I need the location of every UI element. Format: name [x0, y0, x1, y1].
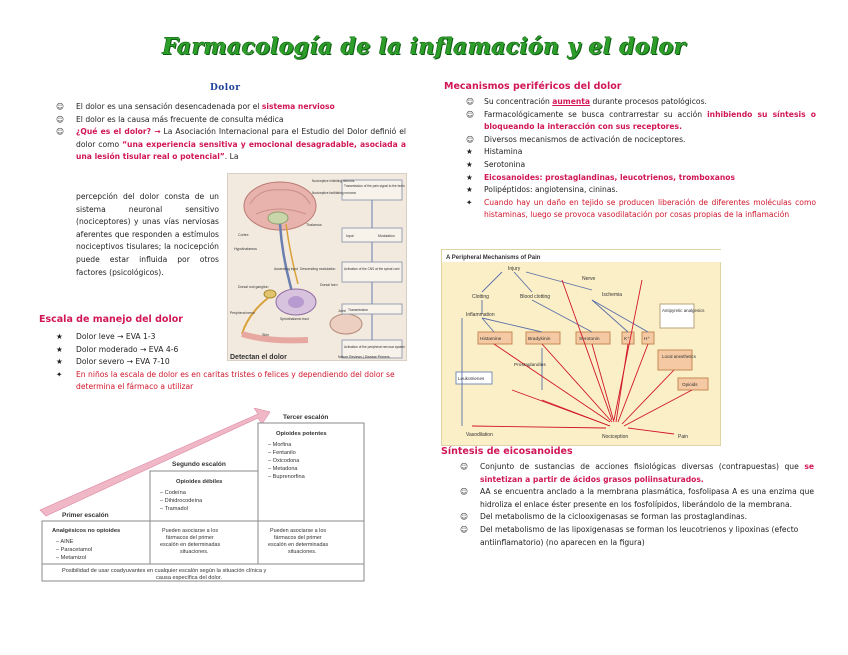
list-item	[56, 344, 406, 357]
ladder-step3-note: situaciones.	[288, 549, 317, 555]
brain-label: Nociceptive inhibiting neurons	[312, 179, 355, 183]
meca-item-6-text: Eicosanoides: prostaglandinas, leucotrienos, tromboxanos	[484, 172, 736, 182]
periph-label: Antipyretic analgesics	[662, 308, 705, 313]
periph-label: H⁺	[644, 337, 650, 342]
dolor-item-3-text: La Asociación Internacional para el Estudio del Dolor definió el dolor como	[76, 127, 406, 149]
list-item	[466, 146, 816, 159]
ladder-footer: causa específica del dolor.	[156, 575, 222, 581]
escala-note: En niños la escala de dolor es en caritas tristes o felices y dependiendo del dolor se determina el fármaco a utilizar	[76, 369, 395, 392]
list-item	[56, 126, 406, 164]
dolor-definition-quote: “una experiencia sensitiva y emocional desagradable, asociada a una lesión tisular real o potencial”	[76, 139, 406, 162]
brain-label: Nociceptive facilitating neurons	[312, 191, 356, 195]
ladder-step2-head: Opioides débiles	[176, 479, 223, 485]
meca-item-2-highlight: inhibiendo su síntesis o bloqueando la interacción con sus receptores.	[484, 109, 817, 132]
brain-label: Modulation	[378, 234, 395, 238]
sintesis-heading: Síntesis de eicosanoides	[441, 446, 573, 457]
dolor-list	[56, 101, 406, 164]
periph-label: Opioids	[682, 382, 698, 387]
brain-label: Joint	[338, 309, 346, 313]
smiley-bullet-icon: ☺	[460, 524, 468, 534]
sint-item-3-text: Del metabolismo de la ciclooxigenasas se forman las prostaglandinas.	[480, 512, 748, 522]
periph-label: Injury	[508, 266, 521, 272]
brain-label: Skin	[262, 333, 269, 337]
brain-label: Descending modulation	[300, 267, 336, 271]
periph-label: Serotonin	[579, 337, 600, 342]
dolor-heading: Dolor	[210, 83, 241, 93]
smiley-bullet-icon: ☺	[460, 487, 468, 497]
sintesis-list	[460, 461, 814, 549]
meca-item-1-end: durante procesos patológicos.	[590, 97, 707, 106]
brain-label: Dorsal horn	[320, 283, 338, 287]
ladder-drug: – Oxicodona	[268, 458, 300, 464]
ladder-step2-note: situaciones.	[180, 549, 209, 555]
dolor-item-1-text: El dolor es una sensación desencadenada por el	[76, 102, 262, 111]
list-item	[56, 369, 406, 394]
periph-label: Prostaglandins	[514, 363, 546, 368]
smiley-bullet-icon: ☺	[466, 109, 474, 119]
list-item	[460, 524, 814, 549]
brain-label: Thalamus	[306, 223, 322, 227]
meca-item-1-highlight: aumenta	[552, 97, 591, 106]
sint-item-1-highlight: se sintetizan a partir de ácidos grasos poliinsaturados.	[480, 462, 814, 484]
dolor-item-2-text: El dolor es la causa más frecuente de consulta médica	[76, 114, 284, 124]
sint-item-2-text: AA se encuentra anclado a la membrana plasmática, fosfolipasa A es una enzima que hidroliza el enlace éster presente en los fosfolípidos, liberándolo de la membrana.	[480, 487, 814, 509]
cross-bullet-icon: ✦	[466, 197, 473, 207]
star-bullet-icon: ★	[56, 344, 63, 354]
ladder-drug: – Codeína	[160, 490, 186, 496]
brain-label: Transmission	[348, 308, 369, 312]
smiley-bullet-icon: ☺	[466, 97, 474, 106]
ladder-drug: – Metadona	[268, 466, 298, 472]
ladder-drug: – AINE	[56, 539, 74, 545]
star-bullet-icon: ★	[466, 147, 473, 157]
brain-label: Dorsal root ganglion	[238, 285, 269, 289]
ladder-step3-title: Tercer escalón	[283, 414, 329, 421]
ladder-drug: – Fentanilo	[268, 450, 296, 456]
periph-label: Leukotrienes	[458, 376, 485, 381]
meca-item-8-text: Cuando hay un daño en tejido se producen liberación de diferentes moléculas como histaminas, luego se provoca vasodilatación por cosas propias de la inflamación	[484, 197, 816, 220]
brain-label: Activation of the peripheral nervous system	[344, 345, 405, 349]
sint-item-4-text: Del metabolismo de las lipoxigenasas se forman los leucotrienos y lipoxinas (efecto antiinflamatorio) (no aparecen en la figura)	[480, 524, 799, 547]
star-bullet-icon: ★	[56, 357, 63, 367]
ladder-step2-note: fármacos del primer	[166, 535, 214, 541]
peripheral-mechanisms-figure	[441, 249, 721, 446]
smiley-bullet-icon: ☺	[56, 102, 64, 111]
brain-label: Hypothalamus	[234, 247, 257, 251]
ladder-drug: – Dihidrocodeína	[160, 498, 203, 504]
ladder-step2-note: escalón en determinadas	[160, 542, 221, 548]
ladder-step2-title: Segundo escalón	[172, 461, 226, 468]
brain-label: Activation of the CNS at the spinal cord	[344, 267, 400, 271]
escala-item: Dolor leve → EVA 1-3	[76, 332, 156, 341]
list-item	[466, 172, 816, 185]
escala-item: Dolor severo → EVA 7-10	[76, 357, 170, 367]
list-item	[460, 486, 814, 511]
meca-item-5-text: Serotonina	[484, 159, 526, 169]
dolor-question: ¿Qué es el dolor? →	[76, 127, 161, 137]
ladder-drug: – Tramadol	[160, 506, 188, 512]
meca-item-4-text: Histamina	[484, 147, 523, 157]
ladder-step3-note: fármacos del primer	[274, 535, 322, 541]
star-bullet-icon: ★	[466, 185, 473, 195]
ladder-step3-note: Pueden asociarse a los	[270, 528, 327, 534]
ladder-footer: Posibilidad de usar coadyuvantes en cualquier escalón según la situación clínica y	[62, 568, 267, 574]
brain-label: Spinothalamic tract	[280, 317, 309, 321]
list-item	[460, 461, 814, 486]
escala-list	[56, 331, 406, 394]
brain-label: Ascending input	[274, 267, 299, 271]
brain-label: Input	[346, 234, 354, 238]
ladder-step1-head: Analgésicos no opioides	[52, 528, 121, 534]
mecanismos-heading: Mecanismos periféricos del dolor	[444, 81, 622, 92]
analgesic-ladder	[38, 408, 368, 608]
meca-item-2-text: Farmacológicamente se busca contrarrestar su acción	[484, 109, 708, 119]
periph-label: Clotting	[472, 294, 489, 300]
list-item	[466, 96, 816, 109]
ladder-step1-title: Primer escalón	[62, 512, 109, 519]
analgesic-ladder-figure	[38, 408, 368, 608]
list-item	[56, 101, 406, 114]
list-item	[466, 184, 816, 197]
meca-item-1-text: Su concentración	[484, 97, 553, 106]
escala-item: Dolor moderado → EVA 4-6	[76, 344, 179, 354]
dolor-item-3-end: . La	[224, 152, 239, 162]
periph-label: Bradykinin	[528, 337, 551, 342]
list-item	[466, 159, 816, 172]
smiley-bullet-icon: ☺	[466, 134, 474, 144]
list-item	[56, 331, 406, 344]
mecanismos-list	[466, 96, 816, 222]
periph-label: Nociception	[602, 434, 629, 440]
ladder-drug: – Metamizol	[56, 555, 87, 561]
periph-label: Nerve	[582, 276, 596, 282]
periph-figure-title: A Peripheral Mechanisms of Pain	[446, 255, 541, 261]
ladder-drug: – Morfina	[268, 442, 292, 448]
ladder-step3-head: Opioides potentes	[276, 431, 327, 437]
list-item	[460, 511, 814, 524]
periph-label: Local anesthetics	[662, 354, 696, 359]
escala-heading: Escala de manejo del dolor	[39, 314, 183, 325]
smiley-bullet-icon: ☺	[460, 462, 468, 471]
brain-label: Peripheral nerve	[230, 311, 255, 315]
list-item	[56, 114, 406, 127]
star-bullet-icon: ★	[466, 172, 473, 182]
cross-bullet-icon: ✦	[56, 369, 63, 379]
periph-label: Histamine	[480, 337, 502, 342]
star-bullet-icon: ★	[466, 159, 473, 169]
brain-figure-source: Nature Reviews | Disease Primers	[338, 355, 390, 359]
ladder-drug: – Buprenorfina	[268, 474, 305, 480]
dolor-item-1-highlight: sistema nervioso	[261, 102, 335, 111]
brain-label: Cortex	[238, 233, 249, 237]
ladder-step3-note: escalón en determinadas	[268, 542, 329, 548]
sint-item-1-text: Conjunto de sustancias de acciones fisiológicas diversas (contrapuestas) que	[480, 462, 805, 471]
periph-label: K⁺	[624, 337, 630, 342]
brain-label: Transmission of the pain signal to the brain	[344, 184, 405, 188]
list-item	[466, 109, 816, 134]
brain-figure-caption: Detectan el dolor	[230, 354, 287, 361]
list-item	[466, 197, 816, 222]
list-item	[56, 356, 406, 369]
periph-label: Vasodilation	[466, 432, 493, 438]
periph-label: Ischemia	[602, 292, 623, 298]
ladder-drug: – Paracetamol	[56, 547, 93, 553]
periph-label: Pain	[678, 434, 689, 440]
smiley-bullet-icon: ☺	[460, 512, 468, 522]
star-bullet-icon: ★	[56, 332, 63, 341]
periph-label: Blood clotting	[520, 294, 551, 300]
smiley-bullet-icon: ☺	[56, 127, 64, 137]
peripheral-mechanisms-diagram	[442, 250, 722, 447]
percepcion-paragraph: percepción del dolor consta de un sistema neuronal sensitivo (nociceptores) y unas vías nerviosas aferentes que responden a estímulos nociceptivos tisulares; la nocicepción puede estar influida por otros factores (psicológicos).	[76, 192, 219, 277]
smiley-bullet-icon: ☺	[56, 114, 64, 124]
periph-label: Inflammation	[466, 312, 495, 318]
meca-item-3-text: Diversos mecanismos de activación de nociceptores.	[484, 134, 686, 144]
meca-item-7-text: Polipéptidos: angiotensina, cininas.	[484, 185, 618, 195]
list-item	[466, 134, 816, 147]
ladder-step2-note: Pueden asociarse a los	[162, 528, 219, 534]
page-title: Farmacología de la inflamación y el dolor	[162, 34, 686, 60]
